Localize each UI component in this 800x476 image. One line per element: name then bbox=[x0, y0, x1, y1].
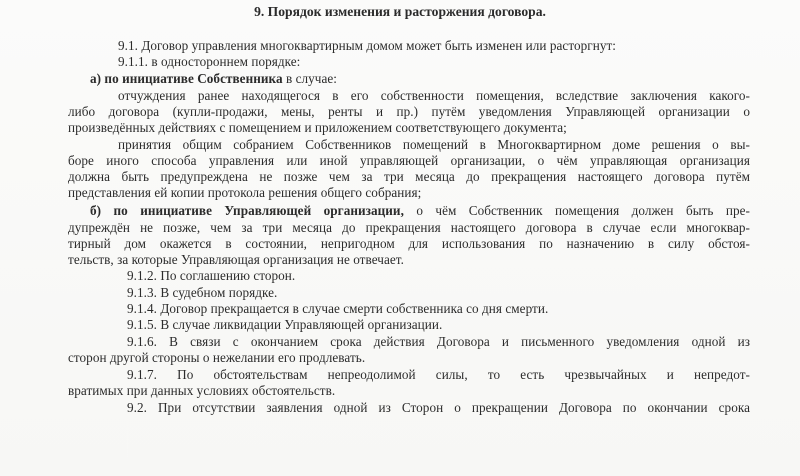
clause-a2-line-3: должна быть предупреждена не позже чем за три месяца до прекращения настоящего договора путём bbox=[68, 169, 750, 184]
clause-a1-line-1: отчуждения ранее находящегося в его собственности помещения, вследствие заключения какого- bbox=[118, 88, 750, 103]
paragraph-9-1-2: 9.1.2. По соглашению сторон. bbox=[127, 268, 296, 283]
clause-a2-line-4: представления ей копии протокола решения общего собрания; bbox=[68, 185, 422, 200]
paragraph-9-1: 9.1. Договор управления многоквартирным домом может быть изменен или расторгнут: bbox=[118, 38, 616, 53]
paragraph-9-1-6-line-1: 9.1.6. В связи с окончанием срока действия Договора и письменного уведомления одной из bbox=[127, 334, 750, 349]
clause-b-line-2: дупреждён не позже, чем за три месяца до прекращения настоящего договора в случае если многоквар- bbox=[68, 220, 750, 235]
clause-a1-line-3: произведённых действиях с помещением и приложением соответствующего документа; bbox=[68, 120, 567, 135]
paragraph-9-1-3: 9.1.3. В судебном порядке. bbox=[127, 285, 278, 300]
paragraph-9-1-1: 9.1.1. в одностороннем порядке: bbox=[118, 54, 301, 69]
clause-b-label: б) по инициативе Управляющей организации, bbox=[90, 203, 404, 218]
paragraph-9-1-5: 9.1.5. В случае ликвидации Управляющей организации. bbox=[127, 317, 443, 332]
paragraph-9-1-7-line-2: вратимых при данных условиях обстоятельств. bbox=[68, 383, 336, 398]
clause-b-line-1-tail: о чём Собственник помещения должен быть пре- bbox=[403, 203, 750, 218]
clause-a2-line-2: боре иного способа управления или иной управляющей организации, о чём управляющая организация bbox=[68, 153, 750, 168]
clause-a-label: а) по инициативе Собственника bbox=[90, 71, 283, 86]
paragraph-9-1-7-line-1: 9.1.7. По обстоятельствам непреодолимой силы, то есть чрезвычайных и непредот- bbox=[127, 367, 750, 382]
paragraph-9-1-4: 9.1.4. Договор прекращается в случае смерти собственника со дня смерти. bbox=[127, 301, 549, 316]
clause-a-tail: в случае: bbox=[282, 71, 337, 86]
clause-a1-line-2: либо договора (купли-продажи, мены, ренты и пр.) путём уведомления Управляющей организации о bbox=[68, 104, 750, 119]
clause-b-line-4: тельств, за которые Управляющая организация не отвечает. bbox=[68, 252, 404, 267]
clause-a bbox=[90, 71, 337, 87]
section-title: 9. Порядок изменения и расторжения договора. bbox=[254, 4, 546, 19]
paragraph-9-2: 9.2. При отсутствии заявления одной из Сторон о прекращении Договора по окончании срока bbox=[127, 400, 750, 415]
clause-a2-line-1: принятия общим собранием Собственников помещений в Многоквартирном доме решения о вы- bbox=[118, 137, 750, 152]
clause-b-line-1 bbox=[90, 203, 750, 219]
clause-b-line-3: тирный дом окажется в состоянии, непригодном для использования по назначению в силу обстоя- bbox=[68, 236, 750, 251]
paragraph-9-1-6-line-2: сторон другой стороны о нежелании его продлевать. bbox=[68, 350, 366, 365]
